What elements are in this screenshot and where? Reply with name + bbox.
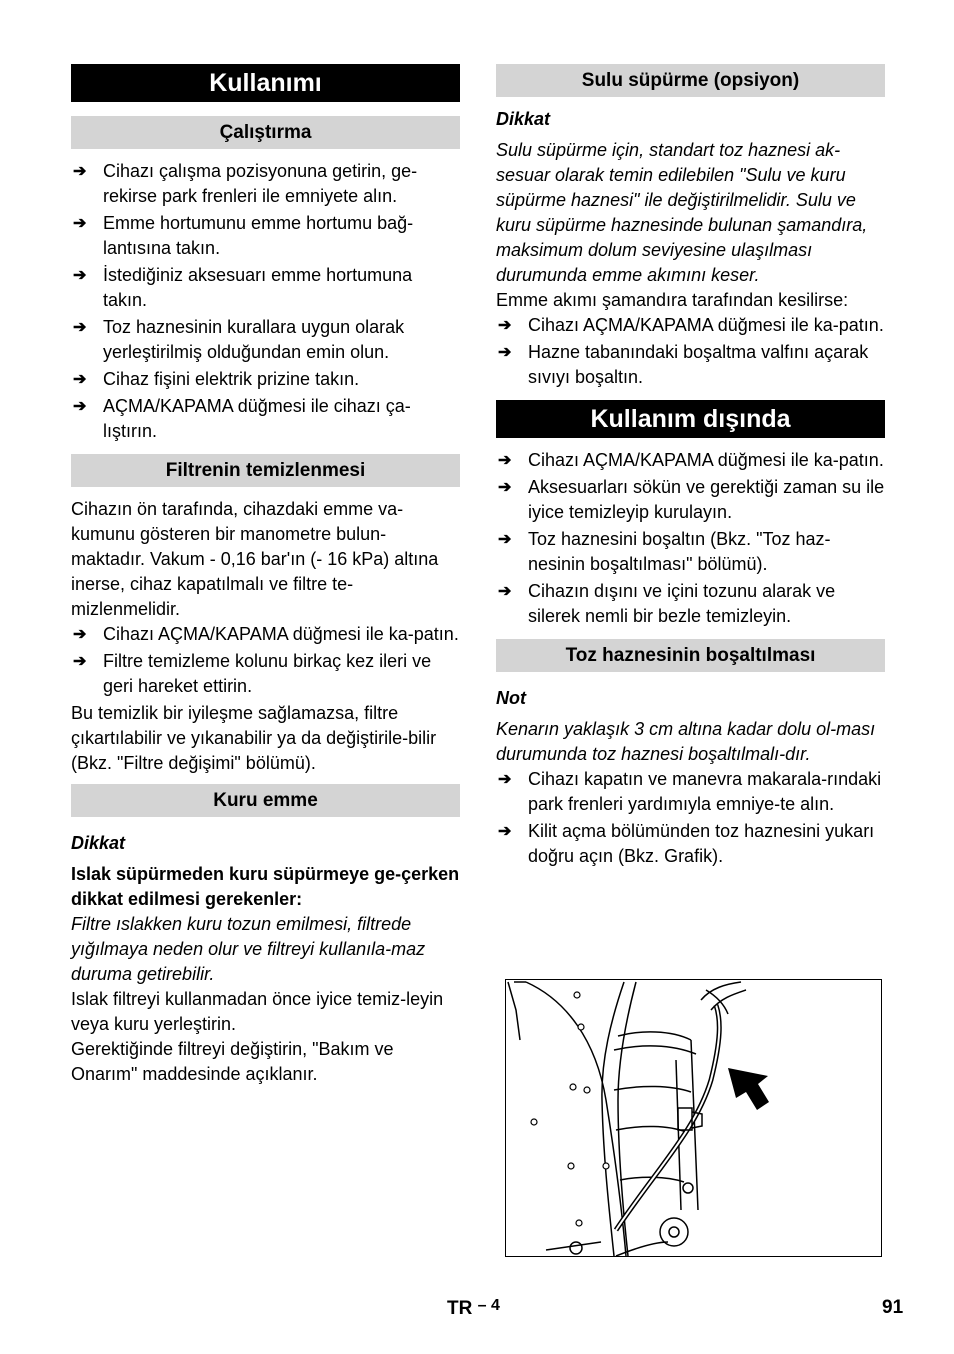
paragraph-islak-filtre: Islak filtreyi kullanmadan önce iyice temiz-leyin veya kuru yerleştirin. bbox=[71, 989, 444, 1034]
list-item: ➔ Cihazın dışını ve içini tozunu alarak ve silerek nemli bir bezle temizleyin. bbox=[496, 579, 885, 629]
list-item: ➔ Cihazı çalışma pozisyonuna getirin, ge-rekirse park frenleri ile emniyete alın. bbox=[71, 159, 460, 209]
arrow-right-icon: ➔ bbox=[498, 452, 512, 469]
footer-sheet-number: – 4 bbox=[477, 1297, 500, 1314]
list-filtre bbox=[71, 622, 460, 699]
arrow-right-icon: ➔ bbox=[498, 479, 512, 496]
arrow-right-icon: ➔ bbox=[73, 626, 87, 643]
list-item: ➔ Cihazı kapatın ve manevra makarala-rındaki park frenleri yardımıyla emniye-te alın. bbox=[496, 767, 885, 817]
caution-label: Dikkat bbox=[496, 109, 551, 129]
subheading-toz-haznesi-bosaltilmasi: Toz haznesinin boşaltılması bbox=[496, 639, 885, 672]
list-kullanim-disinda bbox=[496, 448, 885, 629]
subheading-filtrenin-temizlenmesi: Filtrenin temizlenmesi bbox=[71, 454, 460, 487]
list-item: ➔ Cihazı AÇMA/KAPAMA düğmesi ile ka-patın. bbox=[496, 448, 885, 473]
arrow-right-icon: ➔ bbox=[498, 531, 512, 548]
list-item: ➔ Toz haznesinin kurallara uygun olarak yerleştirilmiş olduğundan emin olun. bbox=[71, 315, 460, 365]
arrow-right-icon: ➔ bbox=[498, 823, 512, 840]
list-item: ➔ İstediğiniz aksesuarı emme hortumuna takın. bbox=[71, 263, 460, 313]
list-item: ➔ Cihaz fişini elektrik prizine takın. bbox=[71, 367, 460, 392]
list-item: ➔ AÇMA/KAPAMA düğmesi ile cihazı ça-lıştırın. bbox=[71, 394, 460, 444]
left-column bbox=[71, 64, 460, 1087]
list-item: ➔ Cihazı AÇMA/KAPAMA düğmesi ile ka-patın. bbox=[71, 622, 460, 647]
note-italic-text: Kenarın yaklaşık 3 cm altına kadar dolu ol-ması durumunda toz haznesi boşaltılmalı-dır. bbox=[496, 719, 876, 764]
list-item: ➔ Cihazı AÇMA/KAPAMA düğmesi ile ka-patın. bbox=[496, 313, 885, 338]
list-item: ➔ Toz haznesini boşaltın (Bkz. "Toz haz-nesinin boşaltılması" bölümü). bbox=[496, 527, 885, 577]
section-title-kullanimi: Kullanımı bbox=[71, 64, 460, 102]
paragraph-manometre: Cihazın ön tarafında, cihazdaki emme va-kumunu gösteren bir manometre bulun-maktadır. Vakum - 0,16 bar'ın (- 16 kPa) altına inerse, cihaz kapatılmalı ve filtre te-mizlenmelidir. bbox=[71, 499, 439, 619]
device-illustration bbox=[505, 979, 882, 1257]
footer-language-page bbox=[447, 1297, 500, 1320]
list-item: ➔ Filtre temizleme kolunu birkaç kez ileri ve geri hareket ettirin. bbox=[71, 649, 460, 699]
list-item: ➔ Emme hortumunu emme hortumu bağ-lantısına takın. bbox=[71, 211, 460, 261]
arrow-right-icon: ➔ bbox=[498, 344, 512, 361]
arrow-right-icon: ➔ bbox=[498, 771, 512, 788]
paragraph-emme-akimi: Emme akımı şamandıra tarafından kesilirse: bbox=[496, 290, 849, 310]
paragraph-bakim-onarim: Gerektiğinde filtreyi değiştirin, "Bakım ve Onarım" maddesinde açıklanır. bbox=[71, 1039, 394, 1084]
section-title-kullanim-disinda: Kullanım dışında bbox=[496, 400, 885, 438]
caution-bold-text: Islak süpürmeden kuru süpürmeye ge-çerken dikkat edilmesi gerekenler: bbox=[71, 864, 460, 909]
caution-italic-text: Sulu süpürme için, standart toz haznesi ak-sesuar olarak temin edilebilen "Sulu ve kuru süpürme haznesi" ile değiştirilmelidir. Sulu ve kuru süpürme haznesinde bulunan şamandıra, maksimum dolum seviyesine ulaşılması durumunda emme akımını keser. bbox=[496, 140, 868, 285]
page-number: 91 bbox=[882, 1297, 904, 1318]
list-item: ➔ Aksesuarları sökün ve gerektiği zaman su ile iyice temizleyip kurulayın. bbox=[496, 475, 885, 525]
caution-label: Dikkat bbox=[71, 833, 126, 853]
arrow-up-left-icon bbox=[728, 1068, 769, 1110]
device-illustration-svg bbox=[506, 980, 882, 1257]
list-toz-haznesi bbox=[496, 767, 885, 869]
paragraph-filtre-degisimi: Bu temizlik bir iyileşme sağlamazsa, filtre çıkartılabilir ve yıkanabilir ya da değiştirile-bilir (Bkz. "Filtre değişimi" bölümü). bbox=[71, 703, 437, 773]
arrow-right-icon: ➔ bbox=[73, 371, 87, 388]
arrow-right-icon: ➔ bbox=[498, 317, 512, 334]
arrow-right-icon: ➔ bbox=[73, 398, 87, 415]
caution-italic-text: Filtre ıslakken kuru tozun emilmesi, filtrede yığılmaya neden olur ve filtreyi kullanıla-maz duruma getirebilir. bbox=[71, 914, 426, 984]
list-item: ➔ Hazne tabanındaki boşaltma valfını açarak sıvıyı boşaltın. bbox=[496, 340, 885, 390]
note-label: Not bbox=[496, 688, 526, 708]
subheading-calistirma: Çalıştırma bbox=[71, 116, 460, 149]
footer-language: TR bbox=[447, 1298, 473, 1319]
subheading-kuru-emme: Kuru emme bbox=[71, 784, 460, 817]
right-column bbox=[496, 64, 885, 871]
list-calistirma bbox=[71, 159, 460, 444]
arrow-right-icon: ➔ bbox=[73, 267, 87, 284]
subheading-sulu-supurme: Sulu süpürme (opsiyon) bbox=[496, 64, 885, 97]
arrow-right-icon: ➔ bbox=[73, 319, 87, 336]
arrow-right-icon: ➔ bbox=[73, 653, 87, 670]
arrow-right-icon: ➔ bbox=[73, 163, 87, 180]
list-sulu-supurme bbox=[496, 313, 885, 390]
list-item: ➔ Kilit açma bölümünden toz haznesini yukarı doğru açın (Bkz. Grafik). bbox=[496, 819, 885, 869]
arrow-right-icon: ➔ bbox=[498, 583, 512, 600]
arrow-right-icon: ➔ bbox=[73, 215, 87, 232]
